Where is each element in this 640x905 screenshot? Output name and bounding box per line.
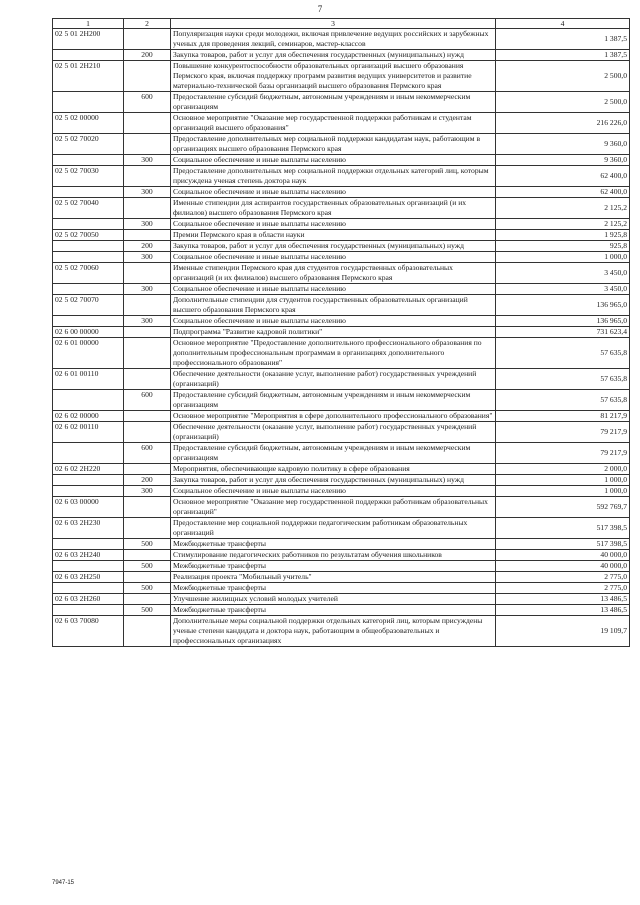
amount-cell: 79 217,9 <box>496 422 630 443</box>
expense-type-cell <box>124 464 171 475</box>
classification-code-cell: 02 5 01 2Н200 <box>53 29 124 50</box>
classification-code-cell: 02 5 02 70060 <box>53 263 124 284</box>
table-row <box>53 295 630 316</box>
item-name-cell: Дополнительные стипендии для студентов государственных образовательных организаций высшего образования Пермского края <box>171 295 496 316</box>
classification-code-cell: 02 6 03 2Н250 <box>53 572 124 583</box>
classification-code-cell <box>53 187 124 198</box>
expense-type-cell: 300 <box>124 155 171 166</box>
item-name-cell: Мероприятия, обеспечивающие кадровую политику в сфере образования <box>171 464 496 475</box>
item-name-cell: Закупка товаров, работ и услуг для обеспечения государственных (муниципальных) нужд <box>171 241 496 252</box>
expense-type-cell: 300 <box>124 187 171 198</box>
classification-code-cell: 02 6 03 2Н260 <box>53 594 124 605</box>
expense-type-cell <box>124 29 171 50</box>
table-row <box>53 422 630 443</box>
classification-code-cell <box>53 605 124 616</box>
amount-cell: 2 125,2 <box>496 198 630 219</box>
table-row <box>53 411 630 422</box>
table-header <box>53 19 630 29</box>
classification-code-cell: 02 6 03 70080 <box>53 616 124 647</box>
expense-type-cell: 300 <box>124 284 171 295</box>
classification-code-cell <box>53 443 124 464</box>
amount-cell: 2 500,0 <box>496 92 630 113</box>
table-row <box>53 155 630 166</box>
expense-type-cell <box>124 166 171 187</box>
classification-code-cell <box>53 219 124 230</box>
expense-type-cell <box>124 61 171 92</box>
expense-type-cell <box>124 113 171 134</box>
table-row <box>53 134 630 155</box>
item-name-cell: Социальное обеспечение и иные выплаты населению <box>171 252 496 263</box>
item-name-cell: Основное мероприятие "Оказание мер государственной поддержки работникам и студентам организаций высшего образования" <box>171 113 496 134</box>
table-row <box>53 583 630 594</box>
amount-cell: 216 226,0 <box>496 113 630 134</box>
expense-type-cell: 500 <box>124 583 171 594</box>
amount-cell: 62 400,0 <box>496 187 630 198</box>
classification-code-cell: 02 5 02 70030 <box>53 166 124 187</box>
item-name-cell: Предоставление субсидий бюджетным, автономным учреждениям и иным некоммерческим организациям <box>171 443 496 464</box>
table-row <box>53 166 630 187</box>
item-name-cell: Обеспечение деятельности (оказание услуг, выполнение работ) государственных учреждений (организаций) <box>171 422 496 443</box>
classification-code-cell: 02 5 02 70040 <box>53 198 124 219</box>
expense-type-cell <box>124 230 171 241</box>
classification-code-cell: 02 5 02 70020 <box>53 134 124 155</box>
amount-cell: 3 450,0 <box>496 284 630 295</box>
classification-code-cell <box>53 155 124 166</box>
item-name-cell: Социальное обеспечение и иные выплаты населению <box>171 284 496 295</box>
amount-cell: 1 925,8 <box>496 230 630 241</box>
expense-type-cell <box>124 295 171 316</box>
amount-cell: 62 400,0 <box>496 166 630 187</box>
expense-type-cell: 200 <box>124 475 171 486</box>
expense-type-cell <box>124 616 171 647</box>
amount-cell: 13 486,5 <box>496 605 630 616</box>
table-row <box>53 50 630 61</box>
item-name-cell: Основное мероприятие "Оказание мер государственной поддержки работникам образовательных организаций" <box>171 497 496 518</box>
amount-cell: 9 360,0 <box>496 155 630 166</box>
amount-cell: 731 623,4 <box>496 327 630 338</box>
amount-cell: 40 000,0 <box>496 561 630 572</box>
amount-cell: 2 500,0 <box>496 61 630 92</box>
table-row <box>53 561 630 572</box>
item-name-cell: Социальное обеспечение и иные выплаты населению <box>171 316 496 327</box>
item-name-cell: Социальное обеспечение и иные выплаты населению <box>171 187 496 198</box>
amount-cell: 9 360,0 <box>496 134 630 155</box>
expense-type-cell <box>124 518 171 539</box>
expense-type-cell: 600 <box>124 390 171 411</box>
amount-cell: 13 486,5 <box>496 594 630 605</box>
table-row <box>53 497 630 518</box>
header-col-3: 3 <box>171 19 496 29</box>
item-name-cell: Межбюджетные трансферты <box>171 561 496 572</box>
classification-code-cell <box>53 583 124 594</box>
table-row <box>53 198 630 219</box>
expense-type-cell: 600 <box>124 443 171 464</box>
expense-type-cell <box>124 594 171 605</box>
expense-type-cell: 600 <box>124 92 171 113</box>
expense-type-cell: 300 <box>124 486 171 497</box>
table-row <box>53 616 630 647</box>
classification-code-cell <box>53 50 124 61</box>
item-name-cell: Стимулирование педагогических работников по результатам обучения школьников <box>171 550 496 561</box>
amount-cell: 81 217,9 <box>496 411 630 422</box>
expense-type-cell: 300 <box>124 252 171 263</box>
item-name-cell: Подпрограмма "Развитие кадровой политики" <box>171 327 496 338</box>
classification-code-cell: 02 6 03 00000 <box>53 497 124 518</box>
header-col-4: 4 <box>496 19 630 29</box>
amount-cell: 136 965,0 <box>496 295 630 316</box>
amount-cell: 517 398,5 <box>496 518 630 539</box>
item-name-cell: Социальное обеспечение и иные выплаты населению <box>171 486 496 497</box>
table-row <box>53 219 630 230</box>
amount-cell: 1 387,5 <box>496 29 630 50</box>
amount-cell: 57 635,8 <box>496 338 630 369</box>
amount-cell: 1 000,0 <box>496 486 630 497</box>
table-row <box>53 338 630 369</box>
item-name-cell: Предоставление мер социальной поддержки педагогическим работникам образовательных организаций <box>171 518 496 539</box>
table-row <box>53 284 630 295</box>
table-row <box>53 550 630 561</box>
amount-cell: 2 000,0 <box>496 464 630 475</box>
page-number: 7 <box>317 4 323 14</box>
item-name-cell: Социальное обеспечение и иные выплаты населению <box>171 219 496 230</box>
expense-type-cell: 500 <box>124 605 171 616</box>
item-name-cell: Обеспечение деятельности (оказание услуг, выполнение работ) государственных учреждений (организаций) <box>171 369 496 390</box>
item-name-cell: Предоставление дополнительных мер социальной поддержки кандидатам наук, работающим в организациях высшего образования Пермского края <box>171 134 496 155</box>
amount-cell: 40 000,0 <box>496 550 630 561</box>
amount-cell: 517 398,5 <box>496 539 630 550</box>
classification-code-cell <box>53 284 124 295</box>
classification-code-cell <box>53 92 124 113</box>
amount-cell: 925,8 <box>496 241 630 252</box>
table-row <box>53 316 630 327</box>
classification-code-cell: 02 6 03 2Н240 <box>53 550 124 561</box>
table-row <box>53 187 630 198</box>
expense-type-cell <box>124 134 171 155</box>
item-name-cell: Премии Пермского края в области науки <box>171 230 496 241</box>
amount-cell: 79 217,9 <box>496 443 630 464</box>
expense-type-cell <box>124 411 171 422</box>
table-row <box>53 572 630 583</box>
classification-code-cell <box>53 241 124 252</box>
amount-cell: 1 000,0 <box>496 475 630 486</box>
amount-cell: 2 775,0 <box>496 572 630 583</box>
classification-code-cell <box>53 475 124 486</box>
expense-type-cell: 200 <box>124 241 171 252</box>
amount-cell: 592 769,7 <box>496 497 630 518</box>
item-name-cell: Закупка товаров, работ и услуг для обеспечения государственных (муниципальных) нужд <box>171 50 496 61</box>
amount-cell: 19 109,7 <box>496 616 630 647</box>
classification-code-cell: 02 6 02 2Н220 <box>53 464 124 475</box>
expense-type-cell: 300 <box>124 219 171 230</box>
table-row <box>53 443 630 464</box>
amount-cell: 1 387,5 <box>496 50 630 61</box>
expense-type-cell <box>124 422 171 443</box>
table-row <box>53 113 630 134</box>
item-name-cell: Дополнительные меры социальной поддержки отдельных категорий лиц, которым присуждены ученые степени кандидата и доктора наук, работающим в общеобразовательных и профессиональных организациях <box>171 616 496 647</box>
classification-code-cell <box>53 539 124 550</box>
classification-code-cell: 02 6 02 00000 <box>53 411 124 422</box>
item-name-cell: Повышение конкурентоспособности образовательных организаций высшего образования Пермского края, включая поддержку программ развития ведущих университетов и развитие материально-технической базы организаций высшего образования Пермского края <box>171 61 496 92</box>
item-name-cell: Улучшение жилищных условий молодых учителей <box>171 594 496 605</box>
table-row <box>53 252 630 263</box>
item-name-cell: Социальное обеспечение и иные выплаты населению <box>171 155 496 166</box>
item-name-cell: Предоставление дополнительных мер социальной поддержки отдельных категорий лиц, которым присуждена ученая степень доктора наук <box>171 166 496 187</box>
header-col-1: 1 <box>53 19 124 29</box>
amount-cell: 57 635,8 <box>496 390 630 411</box>
classification-code-cell: 02 5 02 70070 <box>53 295 124 316</box>
amount-cell: 2 125,2 <box>496 219 630 230</box>
document-code: 7947-15 <box>52 880 75 886</box>
table-row <box>53 263 630 284</box>
amount-cell: 136 965,0 <box>496 316 630 327</box>
item-name-cell: Основное мероприятие "Предоставление дополнительного профессионального образования по дополнительным профессиональным программам в организациях дополнительного профессионального образования" <box>171 338 496 369</box>
table-row <box>53 486 630 497</box>
expense-type-cell: 500 <box>124 561 171 572</box>
table-row <box>53 594 630 605</box>
classification-code-cell: 02 6 03 2Н230 <box>53 518 124 539</box>
classification-code-cell: 02 6 01 00000 <box>53 338 124 369</box>
expense-type-cell <box>124 550 171 561</box>
table-row <box>53 327 630 338</box>
item-name-cell: Предоставление субсидий бюджетным, автономным учреждениям и иным некоммерческим организациям <box>171 390 496 411</box>
item-name-cell: Предоставление субсидий бюджетным, автономным учреждениям и иным некоммерческим организациям <box>171 92 496 113</box>
table-row <box>53 464 630 475</box>
table-row <box>53 29 630 50</box>
expense-type-cell <box>124 198 171 219</box>
classification-code-cell: 02 5 02 00000 <box>53 113 124 134</box>
item-name-cell: Популяризация науки среди молодежи, включая привлечение ведущих российских и зарубежных ученых для проведения лекций, семинаров, мастер-классов <box>171 29 496 50</box>
amount-cell: 1 000,0 <box>496 252 630 263</box>
amount-cell: 2 775,0 <box>496 583 630 594</box>
header-col-2: 2 <box>124 19 171 29</box>
classification-code-cell: 02 6 02 00110 <box>53 422 124 443</box>
expense-type-cell <box>124 327 171 338</box>
table-row <box>53 92 630 113</box>
classification-code-cell <box>53 561 124 572</box>
classification-code-cell <box>53 390 124 411</box>
item-name-cell: Основное мероприятие "Мероприятия в сфере дополнительного профессионального образования" <box>171 411 496 422</box>
item-name-cell: Межбюджетные трансферты <box>171 583 496 594</box>
table-row <box>53 539 630 550</box>
item-name-cell: Межбюджетные трансферты <box>171 539 496 550</box>
expense-type-cell: 300 <box>124 316 171 327</box>
classification-code-cell: 02 6 01 00110 <box>53 369 124 390</box>
item-name-cell: Межбюджетные трансферты <box>171 605 496 616</box>
expense-type-cell: 200 <box>124 50 171 61</box>
item-name-cell: Именные стипендии для аспирантов государственных образовательных организаций (и их филиалов) высшего образования Пермского края <box>171 198 496 219</box>
amount-cell: 57 635,8 <box>496 369 630 390</box>
classification-code-cell <box>53 252 124 263</box>
table-row <box>53 518 630 539</box>
budget-table <box>52 18 630 647</box>
item-name-cell: Закупка товаров, работ и услуг для обеспечения государственных (муниципальных) нужд <box>171 475 496 486</box>
classification-code-cell <box>53 316 124 327</box>
item-name-cell: Реализация проекта "Мобильный учитель" <box>171 572 496 583</box>
table-row <box>53 605 630 616</box>
expense-type-cell <box>124 369 171 390</box>
amount-cell: 3 450,0 <box>496 263 630 284</box>
expense-type-cell: 500 <box>124 539 171 550</box>
table-row <box>53 369 630 390</box>
classification-code-cell <box>53 486 124 497</box>
table-row <box>53 61 630 92</box>
classification-code-cell: 02 5 02 70050 <box>53 230 124 241</box>
expense-type-cell <box>124 572 171 583</box>
expense-type-cell <box>124 338 171 369</box>
table-row <box>53 390 630 411</box>
expense-type-cell <box>124 497 171 518</box>
table-row <box>53 241 630 252</box>
table-row <box>53 230 630 241</box>
expense-type-cell <box>124 263 171 284</box>
table-row <box>53 475 630 486</box>
classification-code-cell: 02 5 01 2Н210 <box>53 61 124 92</box>
item-name-cell: Именные стипендии Пермского края для студентов государственных образовательных организаций (и их филиалов) высшего образования Пермского края <box>171 263 496 284</box>
table-body <box>53 29 630 647</box>
classification-code-cell: 02 6 00 00000 <box>53 327 124 338</box>
